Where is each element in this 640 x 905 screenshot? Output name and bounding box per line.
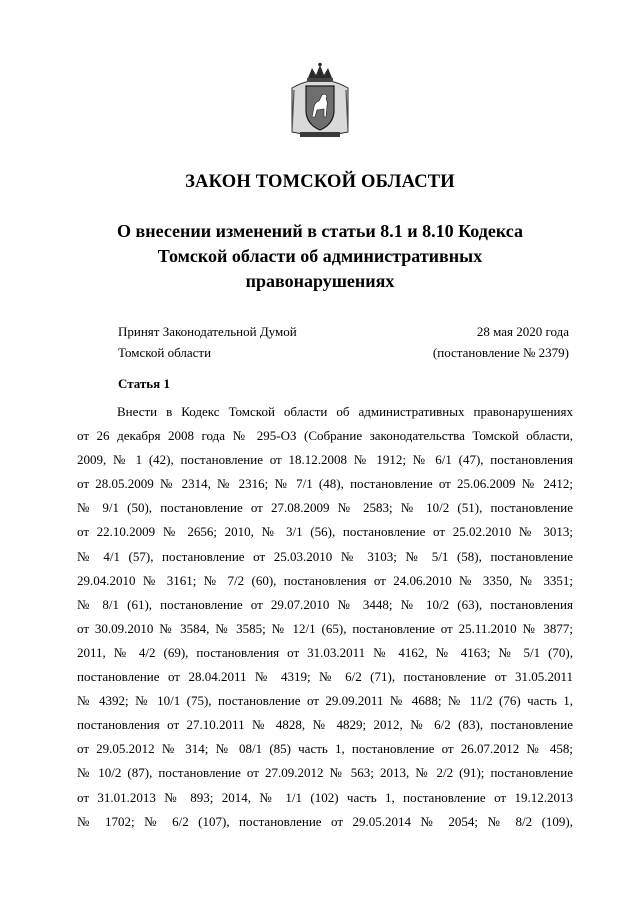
adoption-date <box>433 321 569 363</box>
text-line: от 31.01.2013 № 893; 2014, № 1/1 (102) часть 1, постановление от 19.12.2013 <box>77 789 573 805</box>
text-line: 2009, № 1 (42), постановление от 18.12.2008 № 1912; № 6/1 (47), постановления <box>77 452 573 468</box>
text-line: постановление от 28.04.2011 № 4319; № 6/2 (71), постановление от 31.05.2011 <box>77 669 573 685</box>
article-body <box>77 400 573 834</box>
text-line: от 22.10.2009 № 2656; 2010, № 3/1 (56), постановление от 25.02.2010 № 3013; <box>77 524 573 540</box>
text-line: № 1702; № 6/2 (107), постановление от 29.05.2014 № 2054; № 8/2 (109), <box>77 813 573 829</box>
text-line: от 30.09.2010 № 3584, № 3585; № 12/1 (65), постановление от 25.11.2010 № 3877; <box>77 620 573 636</box>
text-line: Внести в Кодекс Томской области об административных правонарушениях <box>117 404 573 419</box>
law-subtitle <box>100 219 540 294</box>
adopted-by-line: Принят Законодательной Думой <box>118 324 297 339</box>
text-line: № 4392; № 10/1 (75), постановление от 29.09.2011 № 4688; № 11/2 (76) часть 1, <box>77 693 573 709</box>
adopted-by <box>118 321 297 363</box>
subtitle-line: правонарушениях <box>245 271 395 291</box>
text-line: от 26 декабря 2008 года № 295-ОЗ (Собрание законодательства Томской области, <box>77 428 573 444</box>
adoption-date-line: 28 мая 2020 года <box>476 324 569 339</box>
adopted-by-line: Томской области <box>118 345 212 360</box>
tomsk-region-coat-of-arms-icon <box>288 62 352 140</box>
text-line: № 8/1 (61), постановление от 29.07.2010 № 3448; № 10/2 (63), постановления <box>77 596 573 612</box>
law-title: ЗАКОН ТОМСКОЙ ОБЛАСТИ <box>185 172 455 192</box>
text-line: от 28.05.2009 № 2314, № 2316; № 7/1 (48), постановление от 25.06.2009 № 2412; <box>77 476 573 492</box>
article-heading: Статья 1 <box>118 376 170 391</box>
text-line: постановления от 27.10.2011 № 4828, № 4829; 2012, № 6/2 (83), постановление <box>77 717 573 733</box>
text-line: № 10/2 (87), постановление от 27.09.2012 № 563; 2013, № 2/2 (91); постановление <box>77 765 573 781</box>
resolution-number: (постановление № 2379) <box>432 345 569 360</box>
subtitle-line: Томской области об административных <box>157 246 483 266</box>
text-line: 29.04.2010 № 3161; № 7/2 (60), постановления от 24.06.2010 № 3350, № 3351; <box>77 572 573 588</box>
text-line: № 4/1 (57), постановление от 25.03.2010 № 3103; № 5/1 (58), постановление <box>77 548 573 564</box>
text-line: от 29.05.2012 № 314; № 08/1 (85) часть 1, постановление от 26.07.2012 № 458; <box>77 741 573 757</box>
text-line: № 9/1 (50), постановление от 27.08.2009 № 2583; № 10/2 (51), постановление <box>77 500 573 516</box>
subtitle-line: О внесении изменений в статьи 8.1 и 8.10 Кодекса <box>117 221 523 241</box>
text-line: 2011, № 4/2 (69), постановления от 31.03.2011 № 4162, № 4163; № 5/1 (70), <box>77 644 573 660</box>
